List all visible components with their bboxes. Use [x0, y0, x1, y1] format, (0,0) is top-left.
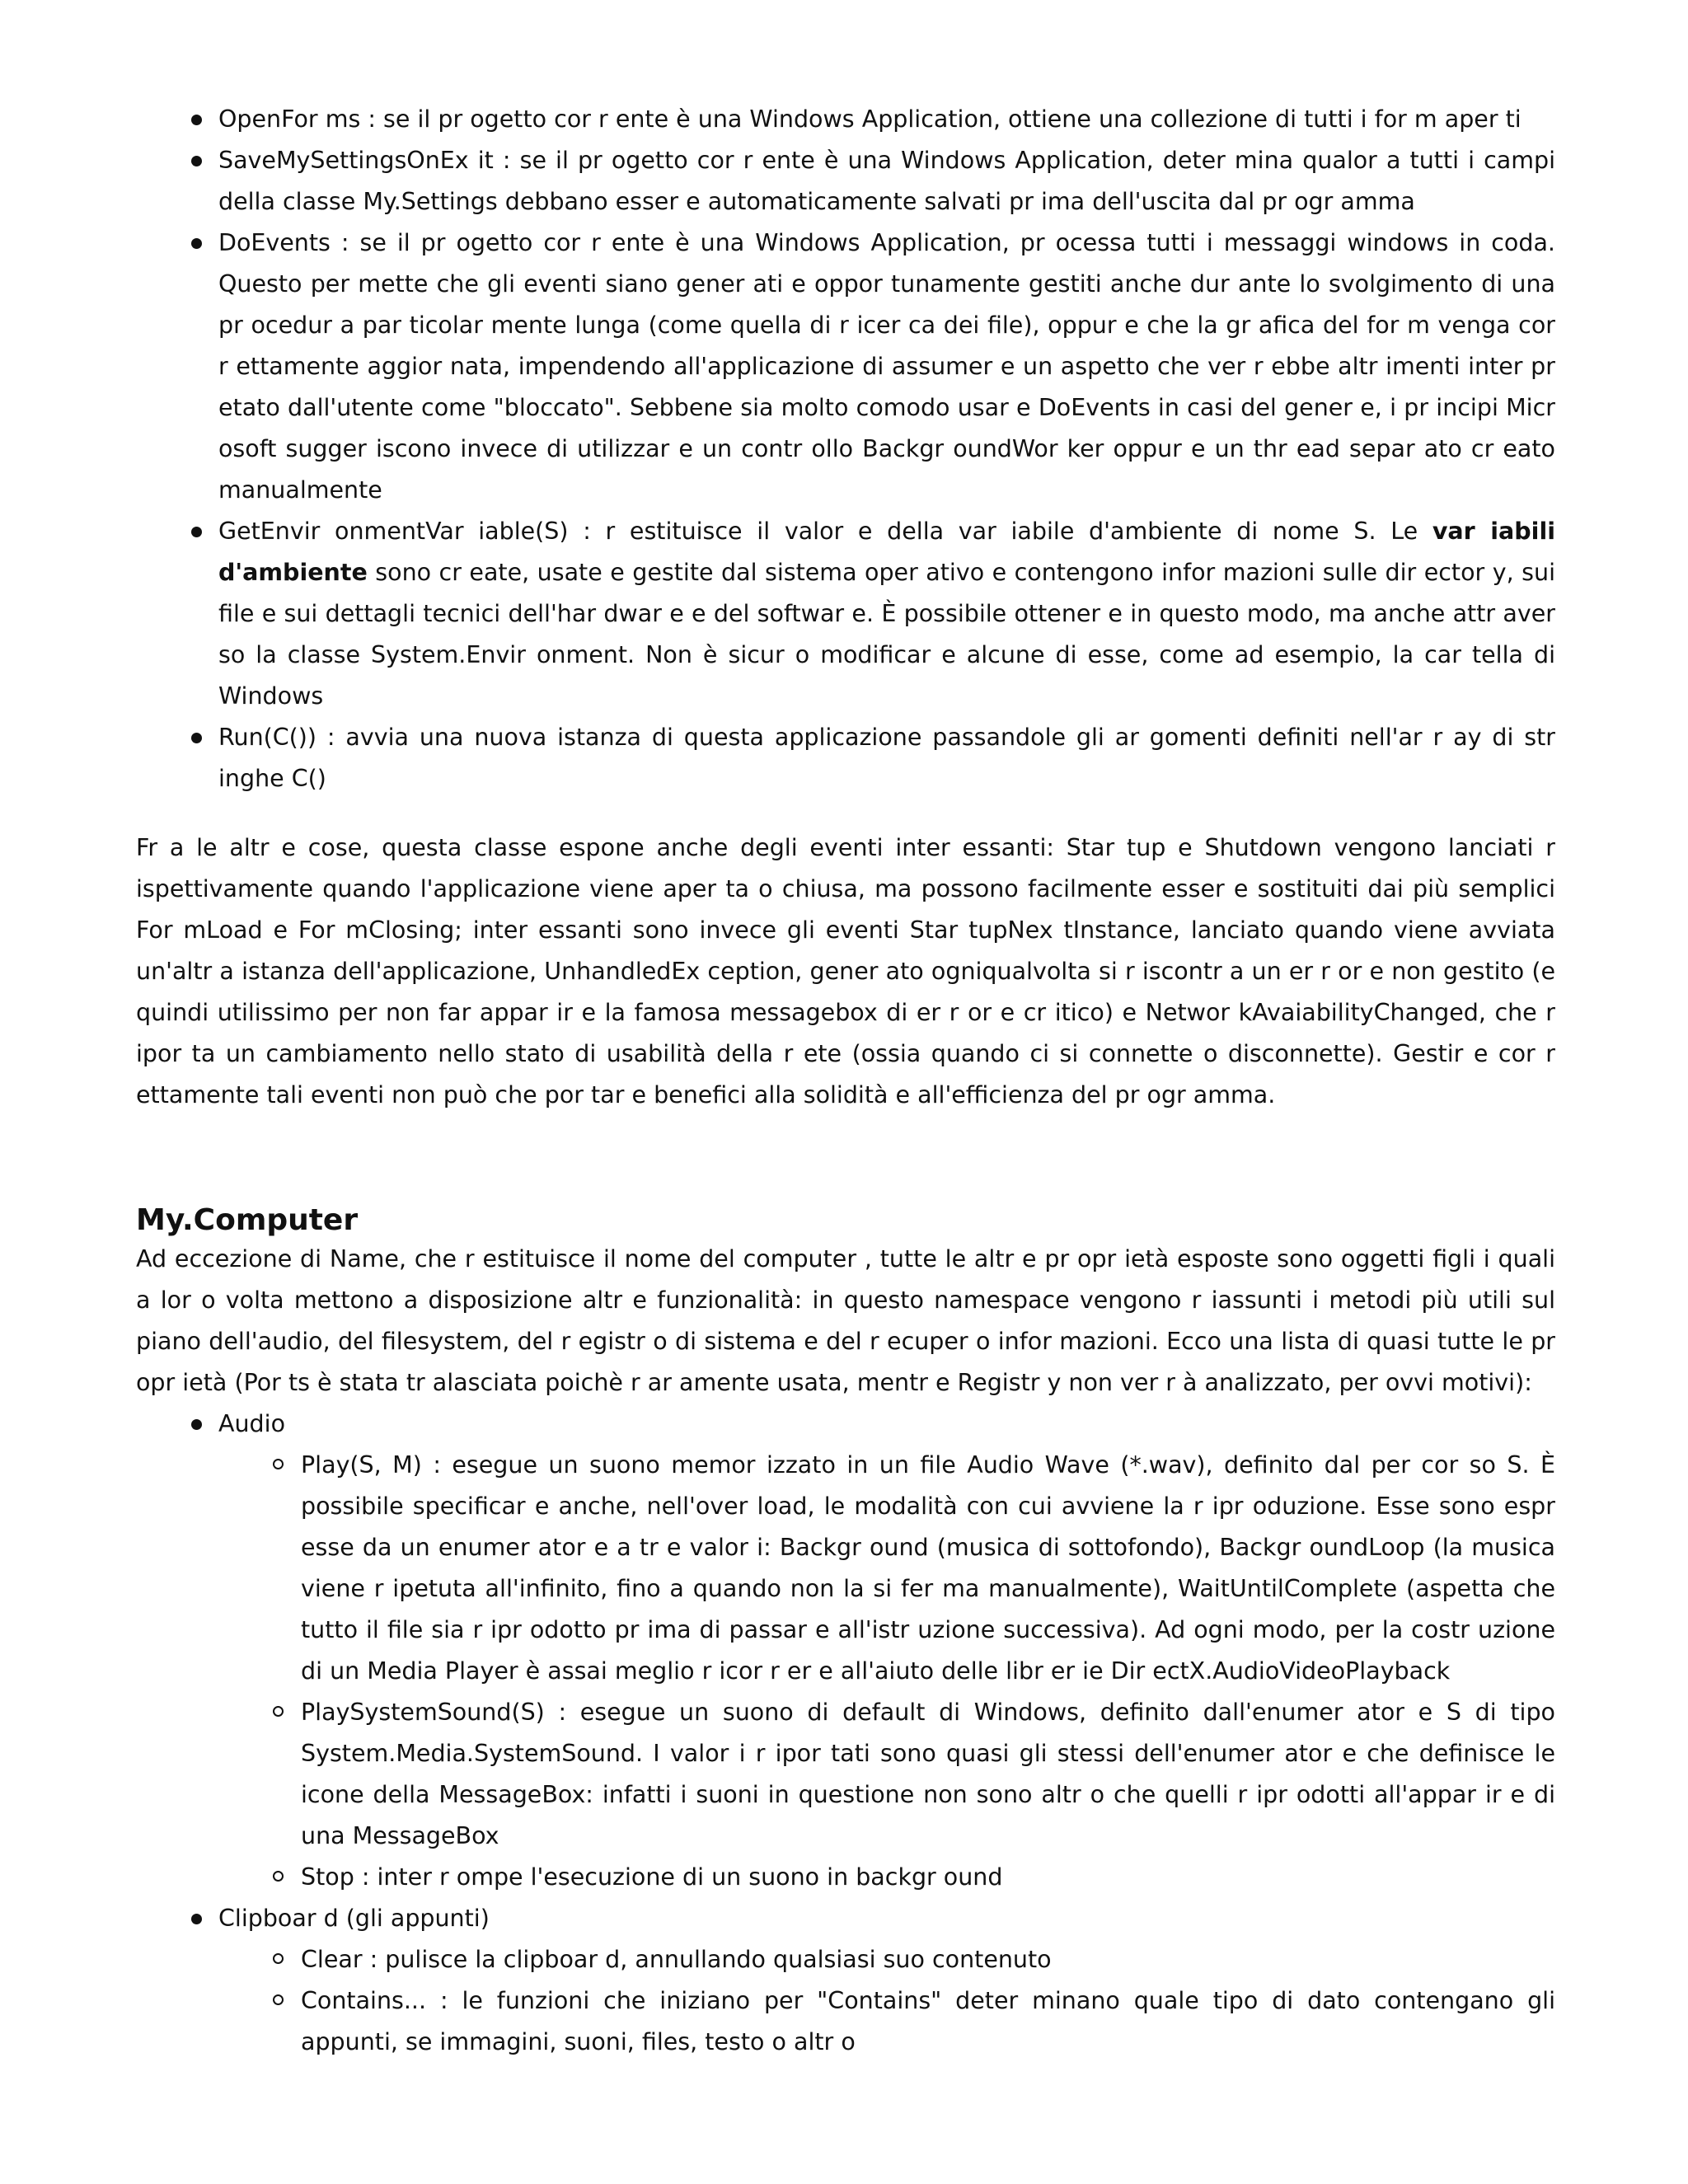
events-paragraph: Fr a le altr e cose, questa classe espone anche degli eventi inter essanti: Star tup e Shutdown vengono lanciati r ispettivamente quando l'applicazione viene aper ta o chiusa, ma possono facilmente esser e sostituiti dai più semplici For mLoad e For mClosing; inter essanti sono invece gli eventi Star tupNex tInstance, lanciato quando viene avviata un'altr a istanza dell'applicazione, UnhandledEx ception, gener ato ogniqualvolta si r iscontr a un er r or e non gestito (e quindi utilissimo per non far appar ir e la famosa messagebox di er r or e cr itico) e Networ kAvaiabilityChanged, che r ipor ta un cambiamento nello stato di usabilità della r ete (ossia quando ci si connette o disconnette). Gestir e cor r ettamente tali eventi non può che por tar e benefici alla solidità e all'efficienza del pr ogr amma. [136, 834, 1555, 1108]
list-item [218, 140, 1555, 223]
list-item [218, 511, 1555, 717]
clipboard-sublist [218, 1939, 1555, 2063]
list-item [218, 99, 1555, 140]
circle-bullet-icon [273, 1994, 284, 2005]
intro-paragraph: Ad eccezione di Name, che r estituisce il nome del computer , tutte le altr e pr opr ietà esposte sono oggetti figli i quali a lor o volta mettono a disposizione altr e funzionalità: in questo namespace vengono r iassunti i metodi più utili sul piano dell'audio, del filesystem, del r egistr o di sistema e del r ecuper o infor mazioni. Ecco una lista di quasi tutte le pr opr ietà (Por ts è stata tr alasciata poichè r ar amente usata, mentr e Registr y non ver r à analizzato, per ovvi motivi): [136, 1245, 1555, 1396]
list-item-text: Run(C()) : avvia una nuova istanza di questa applicazione passandole gli ar gomenti definiti nell'ar r ay di str inghe C() [218, 724, 1555, 792]
my-application-methods-list [136, 99, 1555, 799]
list-item-clipboard [218, 1898, 1555, 2063]
bullet-icon [191, 733, 202, 743]
sublist-item [301, 1692, 1555, 1857]
circle-bullet-icon [273, 1459, 284, 1469]
list-item-text-start: GetEnvir onmentVar iable(S) : r estituisce il valor e della var iabile d'ambiente di nome S. Le [218, 518, 1432, 545]
bullet-icon [191, 527, 202, 537]
sublist-item [301, 1980, 1555, 2063]
list-item-label: Audio [218, 1410, 286, 1437]
sublist-item-text: PlaySystemSound(S) : esegue un suono di default di Windows, definito dall'enumer ator e S di tipo System.Media.SystemSound. I valor i r ipor tati sono quasi gli stessi dell'enumer ator e che definisce le icone della MessageBox: infatti i suoni in questione non sono altr o che quelli r ipr odotti all'appar ir e di una MessageBox [301, 1699, 1555, 1849]
sublist-item-text: Clear : pulisce la clipboar d, annullando qualsiasi suo contenuto [301, 1946, 1052, 1973]
bullet-icon [191, 1419, 202, 1430]
circle-bullet-icon [273, 1871, 284, 1882]
sublist-item [301, 1857, 1555, 1898]
list-item-text: OpenFor ms : se il pr ogetto cor r ente è una Windows Application, ottiene una collezione di tutti i for m aper ti [218, 105, 1522, 133]
list-item [218, 717, 1555, 799]
document-page [136, 99, 1555, 2063]
bold-term: var iabili d'ambiente [218, 518, 1555, 586]
sublist-item-text: Play(S, M) : esegue un suono memor izzato in un file Audio Wave (*.wav), definito dal per cor so S. È possibile specificar e anche, nell'over load, le modalità con cui avviene la r ipr oduzione. Esse sono espr esse da un enumer ator e a tr e valor i: Backgr ound (musica di sottofondo), Backgr oundLoop (la musica viene r ipetuta all'infinito, fino a quando non la si fer ma manualmente), WaitUntilComplete (aspetta che tutto il file sia r ipr odotto pr ima di passar e all'istr uzione successiva). Ad ogni modo, per la costr uzione di un Media Player è assai meglio r icor r er e all'aiuto delle libr er ie Dir ectX.AudioVideoPlayback [301, 1451, 1555, 1685]
list-item [218, 223, 1555, 511]
sublist-item [301, 1939, 1555, 1980]
bullet-icon [191, 1914, 202, 1924]
sublist-item [301, 1445, 1555, 1692]
list-item-text: SaveMySettingsOnEx it : se il pr ogetto cor r ente è una Windows Application, deter mina qualor a tutti i campi della classe My.Settings debbano esser e automaticamente salvati pr ima dell'uscita dal pr ogr amma [218, 147, 1555, 215]
list-item-text [218, 511, 1555, 717]
list-item-audio [218, 1404, 1555, 1898]
sublist-item-text: Contains... : le funzioni che iniziano per "Contains" deter minano quale tipo di dato contengano gli appunti, se immagini, suoni, files, testo o altr o [301, 1987, 1555, 2055]
sublist-item-text: Stop : inter r ompe l'esecuzione di un suono in backgr ound [301, 1863, 1003, 1891]
list-item-text-end: sono cr eate, usate e gestite dal sistema oper ativo e contengono infor mazioni sulle dir ector y, sui file e sui dettagli tecnici dell'har dwar e e del softwar e. È possibile ottener e in questo modo, ma anche attr aver so la classe System.Envir onment. Non è sicur o modificar e alcune di esse, come ad esempio, la car tella di Windows [218, 559, 1555, 710]
section-heading: My.Computer [136, 1203, 359, 1237]
bullet-icon [191, 156, 202, 166]
list-item-label: Clipboar d (gli appunti) [218, 1905, 490, 1932]
my-computer-properties-list [136, 1404, 1555, 2063]
bullet-icon [191, 115, 202, 125]
bullet-icon [191, 238, 202, 249]
audio-sublist [218, 1445, 1555, 1898]
circle-bullet-icon [273, 1953, 284, 1964]
circle-bullet-icon [273, 1706, 284, 1717]
list-item-text: DoEvents : se il pr ogetto cor r ente è una Windows Application, pr ocessa tutti i messaggi windows in coda. Questo per mette che gli eventi siano gener ati e oppor tunamente gestiti anche dur ante lo svolgimento di una pr ocedur a par ticolar mente lunga (come quella di r icer ca dei file), oppur e che la gr afica del for m venga cor r ettamente aggior nata, impendendo all'applicazione di assumer e un aspetto che ver r ebbe altr imenti inter pr etato dall'utente come "bloccato". Sebbene sia molto comodo usar e DoEvents in casi del gener e, i pr incipi Micr osoft sugger iscono invece di utilizzar e un contr ollo Backgr oundWor ker oppur e un thr ead separ ato cr eato manualmente [218, 229, 1555, 504]
